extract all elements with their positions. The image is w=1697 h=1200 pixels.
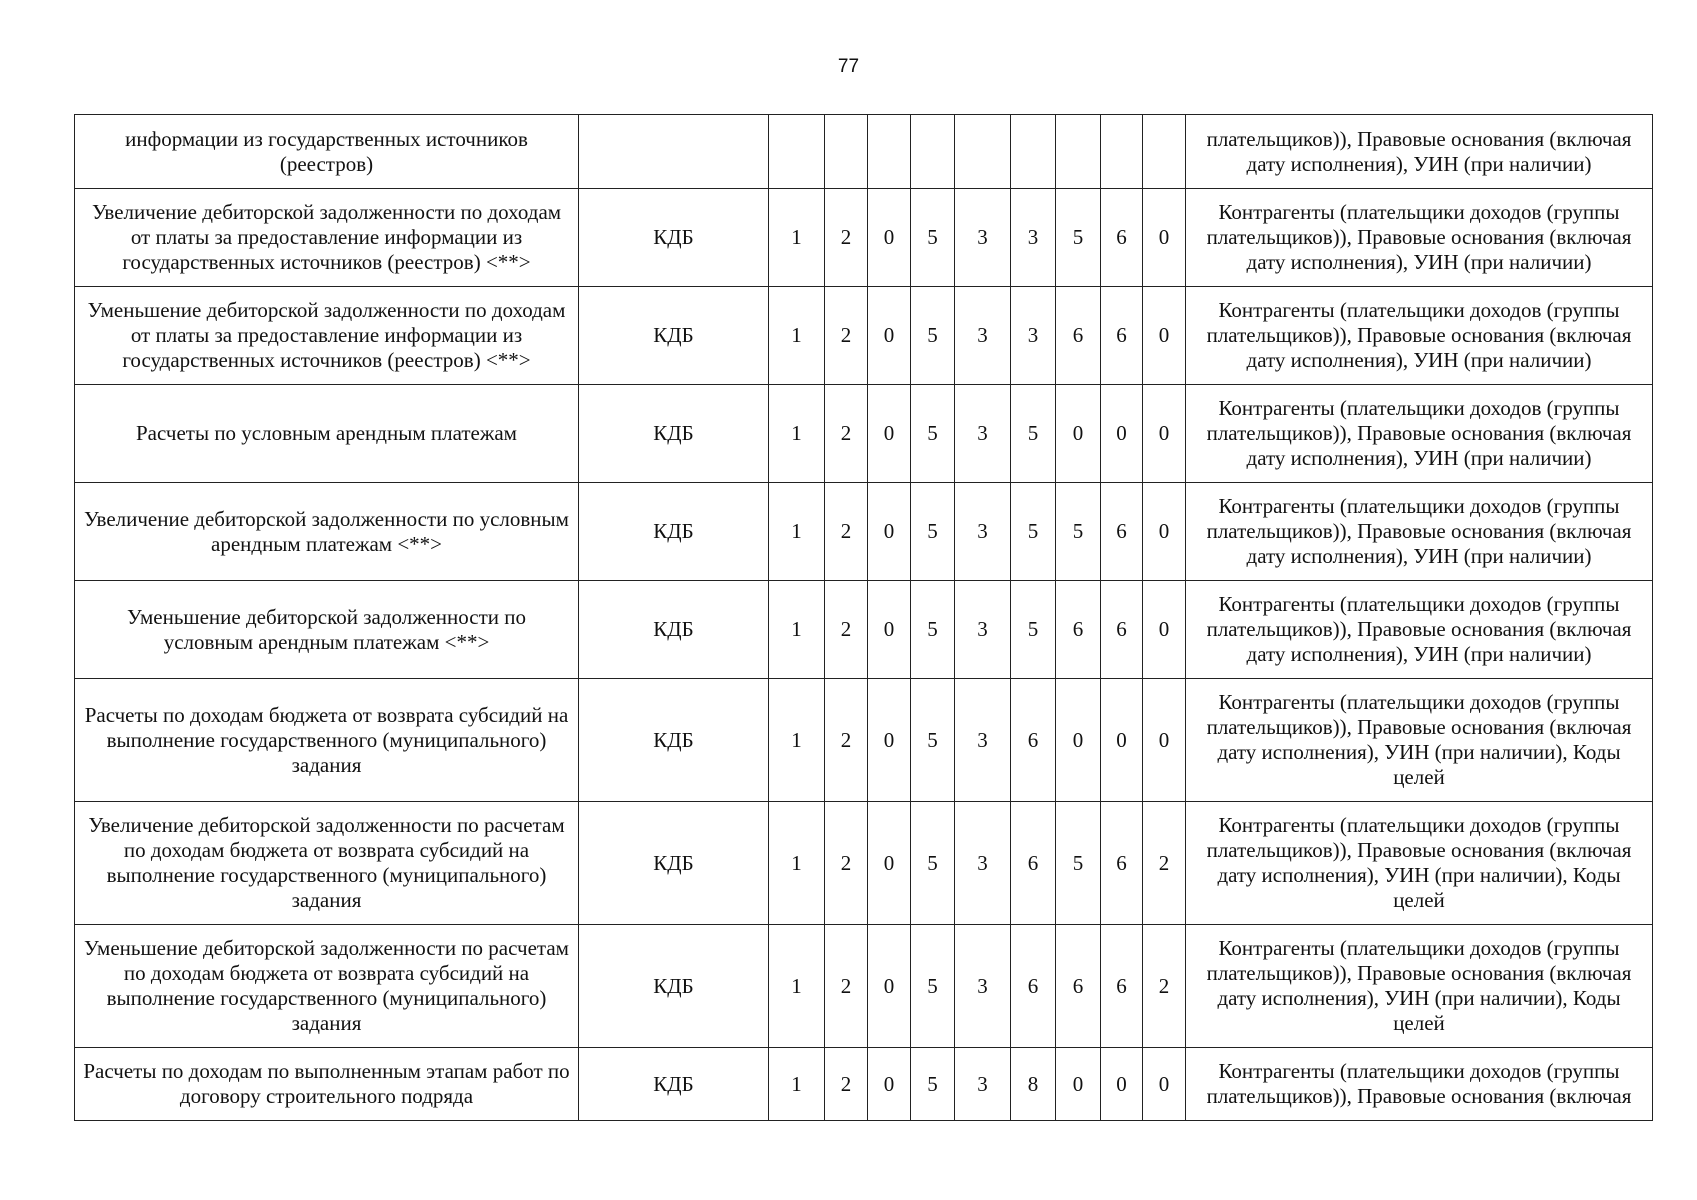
account-digit-cell: 5: [911, 1048, 955, 1121]
account-digit-cell: 5: [1011, 581, 1056, 679]
table-row: [75, 483, 1653, 581]
account-digit-cell: 0: [868, 385, 911, 483]
account-digit-cell: 0: [868, 483, 911, 581]
account-digit-cell: 3: [955, 483, 1011, 581]
table-row: [75, 385, 1653, 483]
account-digit-cell: 0: [1143, 1048, 1186, 1121]
account-digit-cell: 5: [911, 483, 955, 581]
account-digit-cell: [955, 115, 1011, 189]
account-digit-cell: [825, 115, 868, 189]
account-digit-cell: 5: [1011, 483, 1056, 581]
account-digit-cell: 8: [1011, 1048, 1056, 1121]
account-digit-cell: [1011, 115, 1056, 189]
analytics-cell: Контрагенты (плательщики доходов (группы плательщиков)), Правовые основания (включая дату исполнения), УИН (при наличии), Коды целей: [1186, 679, 1653, 802]
table-row: [75, 802, 1653, 925]
account-digit-cell: 5: [911, 287, 955, 385]
code-type-cell: КДБ: [579, 483, 769, 581]
account-digit-cell: 2: [1143, 802, 1186, 925]
account-digit-cell: 6: [1101, 483, 1143, 581]
account-digit-cell: 1: [769, 483, 825, 581]
code-type-cell: КДБ: [579, 802, 769, 925]
code-type-cell: КДБ: [579, 287, 769, 385]
account-digit-cell: 2: [825, 189, 868, 287]
analytics-cell: Контрагенты (плательщики доходов (группы плательщиков)), Правовые основания (включая: [1186, 1048, 1653, 1121]
code-type-cell: КДБ: [579, 1048, 769, 1121]
account-digit-cell: 5: [911, 679, 955, 802]
account-digit-cell: 2: [825, 802, 868, 925]
account-digit-cell: 2: [825, 581, 868, 679]
analytics-cell: плательщиков)), Правовые основания (включая дату исполнения), УИН (при наличии): [1186, 115, 1653, 189]
account-digit-cell: 0: [1101, 679, 1143, 802]
account-digit-cell: 6: [1056, 925, 1101, 1048]
account-digit-cell: 3: [955, 287, 1011, 385]
account-digit-cell: 2: [825, 679, 868, 802]
analytics-cell: Контрагенты (плательщики доходов (группы плательщиков)), Правовые основания (включая дату исполнения), УИН (при наличии): [1186, 581, 1653, 679]
account-digit-cell: [769, 115, 825, 189]
account-digit-cell: 0: [1101, 385, 1143, 483]
account-digit-cell: 5: [911, 925, 955, 1048]
code-type-cell: КДБ: [579, 679, 769, 802]
account-name-cell: Расчеты по доходам бюджета от возврата субсидий на выполнение государственного (муниципального) задания: [75, 679, 579, 802]
account-digit-cell: 6: [1101, 802, 1143, 925]
account-digit-cell: 1: [769, 287, 825, 385]
code-type-cell: [579, 115, 769, 189]
account-digit-cell: 6: [1101, 287, 1143, 385]
account-digit-cell: 2: [825, 1048, 868, 1121]
table-body: [75, 115, 1653, 1121]
account-digit-cell: 5: [911, 385, 955, 483]
account-digit-cell: 6: [1011, 679, 1056, 802]
account-digit-cell: [1143, 115, 1186, 189]
analytics-cell: Контрагенты (плательщики доходов (группы плательщиков)), Правовые основания (включая дату исполнения), УИН (при наличии): [1186, 189, 1653, 287]
account-digit-cell: 0: [1056, 385, 1101, 483]
account-name-cell: Расчеты по условным арендным платежам: [75, 385, 579, 483]
account-digit-cell: 5: [911, 581, 955, 679]
code-type-cell: КДБ: [579, 925, 769, 1048]
analytics-cell: Контрагенты (плательщики доходов (группы плательщиков)), Правовые основания (включая дату исполнения), УИН (при наличии): [1186, 287, 1653, 385]
page-number: 77: [837, 56, 860, 77]
account-digit-cell: 5: [1011, 385, 1056, 483]
account-digit-cell: 1: [769, 189, 825, 287]
account-digit-cell: 2: [1143, 925, 1186, 1048]
account-digit-cell: 2: [825, 385, 868, 483]
account-name-cell: Уменьшение дебиторской задолженности по доходам от платы за предоставление информации из государственных источников (реестров) <**>: [75, 287, 579, 385]
account-name-cell: информации из государственных источников (реестров): [75, 115, 579, 189]
account-digit-cell: 0: [868, 581, 911, 679]
account-digit-cell: 6: [1101, 581, 1143, 679]
account-digit-cell: 1: [769, 385, 825, 483]
account-digit-cell: 1: [769, 1048, 825, 1121]
account-name-cell: Увеличение дебиторской задолженности по условным арендным платежам <**>: [75, 483, 579, 581]
account-digit-cell: 3: [955, 189, 1011, 287]
analytics-cell: Контрагенты (плательщики доходов (группы плательщиков)), Правовые основания (включая дату исполнения), УИН (при наличии): [1186, 385, 1653, 483]
account-digit-cell: 2: [825, 925, 868, 1048]
account-digit-cell: 6: [1056, 581, 1101, 679]
account-digit-cell: [868, 115, 911, 189]
account-digit-cell: 6: [1056, 287, 1101, 385]
account-digit-cell: [1101, 115, 1143, 189]
account-digit-cell: 0: [868, 287, 911, 385]
account-digit-cell: 5: [1056, 189, 1101, 287]
account-digit-cell: 0: [1143, 679, 1186, 802]
account-digit-cell: 1: [769, 925, 825, 1048]
account-digit-cell: 1: [769, 802, 825, 925]
account-digit-cell: 0: [868, 1048, 911, 1121]
account-name-cell: Уменьшение дебиторской задолженности по условным арендным платежам <**>: [75, 581, 579, 679]
account-name-cell: Увеличение дебиторской задолженности по расчетам по доходам бюджета от возврата субсидий на выполнение государственного (муниципального) задания: [75, 802, 579, 925]
account-digit-cell: 6: [1101, 189, 1143, 287]
account-digit-cell: 0: [1143, 483, 1186, 581]
account-digit-cell: 0: [1101, 1048, 1143, 1121]
account-digit-cell: 2: [825, 287, 868, 385]
analytics-cell: Контрагенты (плательщики доходов (группы плательщиков)), Правовые основания (включая дату исполнения), УИН (при наличии), Коды целей: [1186, 925, 1653, 1048]
account-digit-cell: 6: [1011, 802, 1056, 925]
analytics-cell: Контрагенты (плательщики доходов (группы плательщиков)), Правовые основания (включая дату исполнения), УИН (при наличии), Коды целей: [1186, 802, 1653, 925]
account-digit-cell: 6: [1011, 925, 1056, 1048]
table-row: [75, 189, 1653, 287]
code-type-cell: КДБ: [579, 189, 769, 287]
account-digit-cell: 5: [1056, 802, 1101, 925]
account-digit-cell: 0: [1056, 1048, 1101, 1121]
account-digit-cell: 3: [1011, 189, 1056, 287]
table-row: [75, 925, 1653, 1048]
account-digit-cell: 0: [1143, 287, 1186, 385]
account-digit-cell: 1: [769, 581, 825, 679]
table-row: [75, 115, 1653, 189]
account-digit-cell: 6: [1101, 925, 1143, 1048]
account-name-cell: Уменьшение дебиторской задолженности по расчетам по доходам бюджета от возврата субсидий на выполнение государственного (муниципального) задания: [75, 925, 579, 1048]
account-digit-cell: 1: [769, 679, 825, 802]
table-row: [75, 287, 1653, 385]
account-name-cell: Расчеты по доходам по выполненным этапам работ по договору строительного подряда: [75, 1048, 579, 1121]
analytics-cell: Контрагенты (плательщики доходов (группы плательщиков)), Правовые основания (включая дату исполнения), УИН (при наличии): [1186, 483, 1653, 581]
account-digit-cell: 0: [868, 802, 911, 925]
account-digit-cell: 3: [955, 679, 1011, 802]
account-digit-cell: 0: [1056, 679, 1101, 802]
account-digit-cell: 0: [1143, 189, 1186, 287]
account-digit-cell: 0: [868, 679, 911, 802]
account-digit-cell: 3: [955, 385, 1011, 483]
table-row: [75, 679, 1653, 802]
accounts-table: [74, 114, 1653, 1121]
account-digit-cell: [911, 115, 955, 189]
account-digit-cell: 0: [868, 925, 911, 1048]
account-digit-cell: 3: [955, 581, 1011, 679]
account-name-cell: Увеличение дебиторской задолженности по доходам от платы за предоставление информации из государственных источников (реестров) <**>: [75, 189, 579, 287]
account-digit-cell: 0: [1143, 581, 1186, 679]
code-type-cell: КДБ: [579, 385, 769, 483]
account-digit-cell: 3: [955, 925, 1011, 1048]
account-digit-cell: 0: [1143, 385, 1186, 483]
account-digit-cell: 3: [955, 802, 1011, 925]
account-digit-cell: 5: [911, 802, 955, 925]
code-type-cell: КДБ: [579, 581, 769, 679]
account-digit-cell: 3: [1011, 287, 1056, 385]
account-digit-cell: 0: [868, 189, 911, 287]
account-digit-cell: [1056, 115, 1101, 189]
table-row: [75, 581, 1653, 679]
account-digit-cell: 2: [825, 483, 868, 581]
account-digit-cell: 5: [1056, 483, 1101, 581]
account-digit-cell: 5: [911, 189, 955, 287]
table-row: [75, 1048, 1653, 1121]
account-digit-cell: 3: [955, 1048, 1011, 1121]
